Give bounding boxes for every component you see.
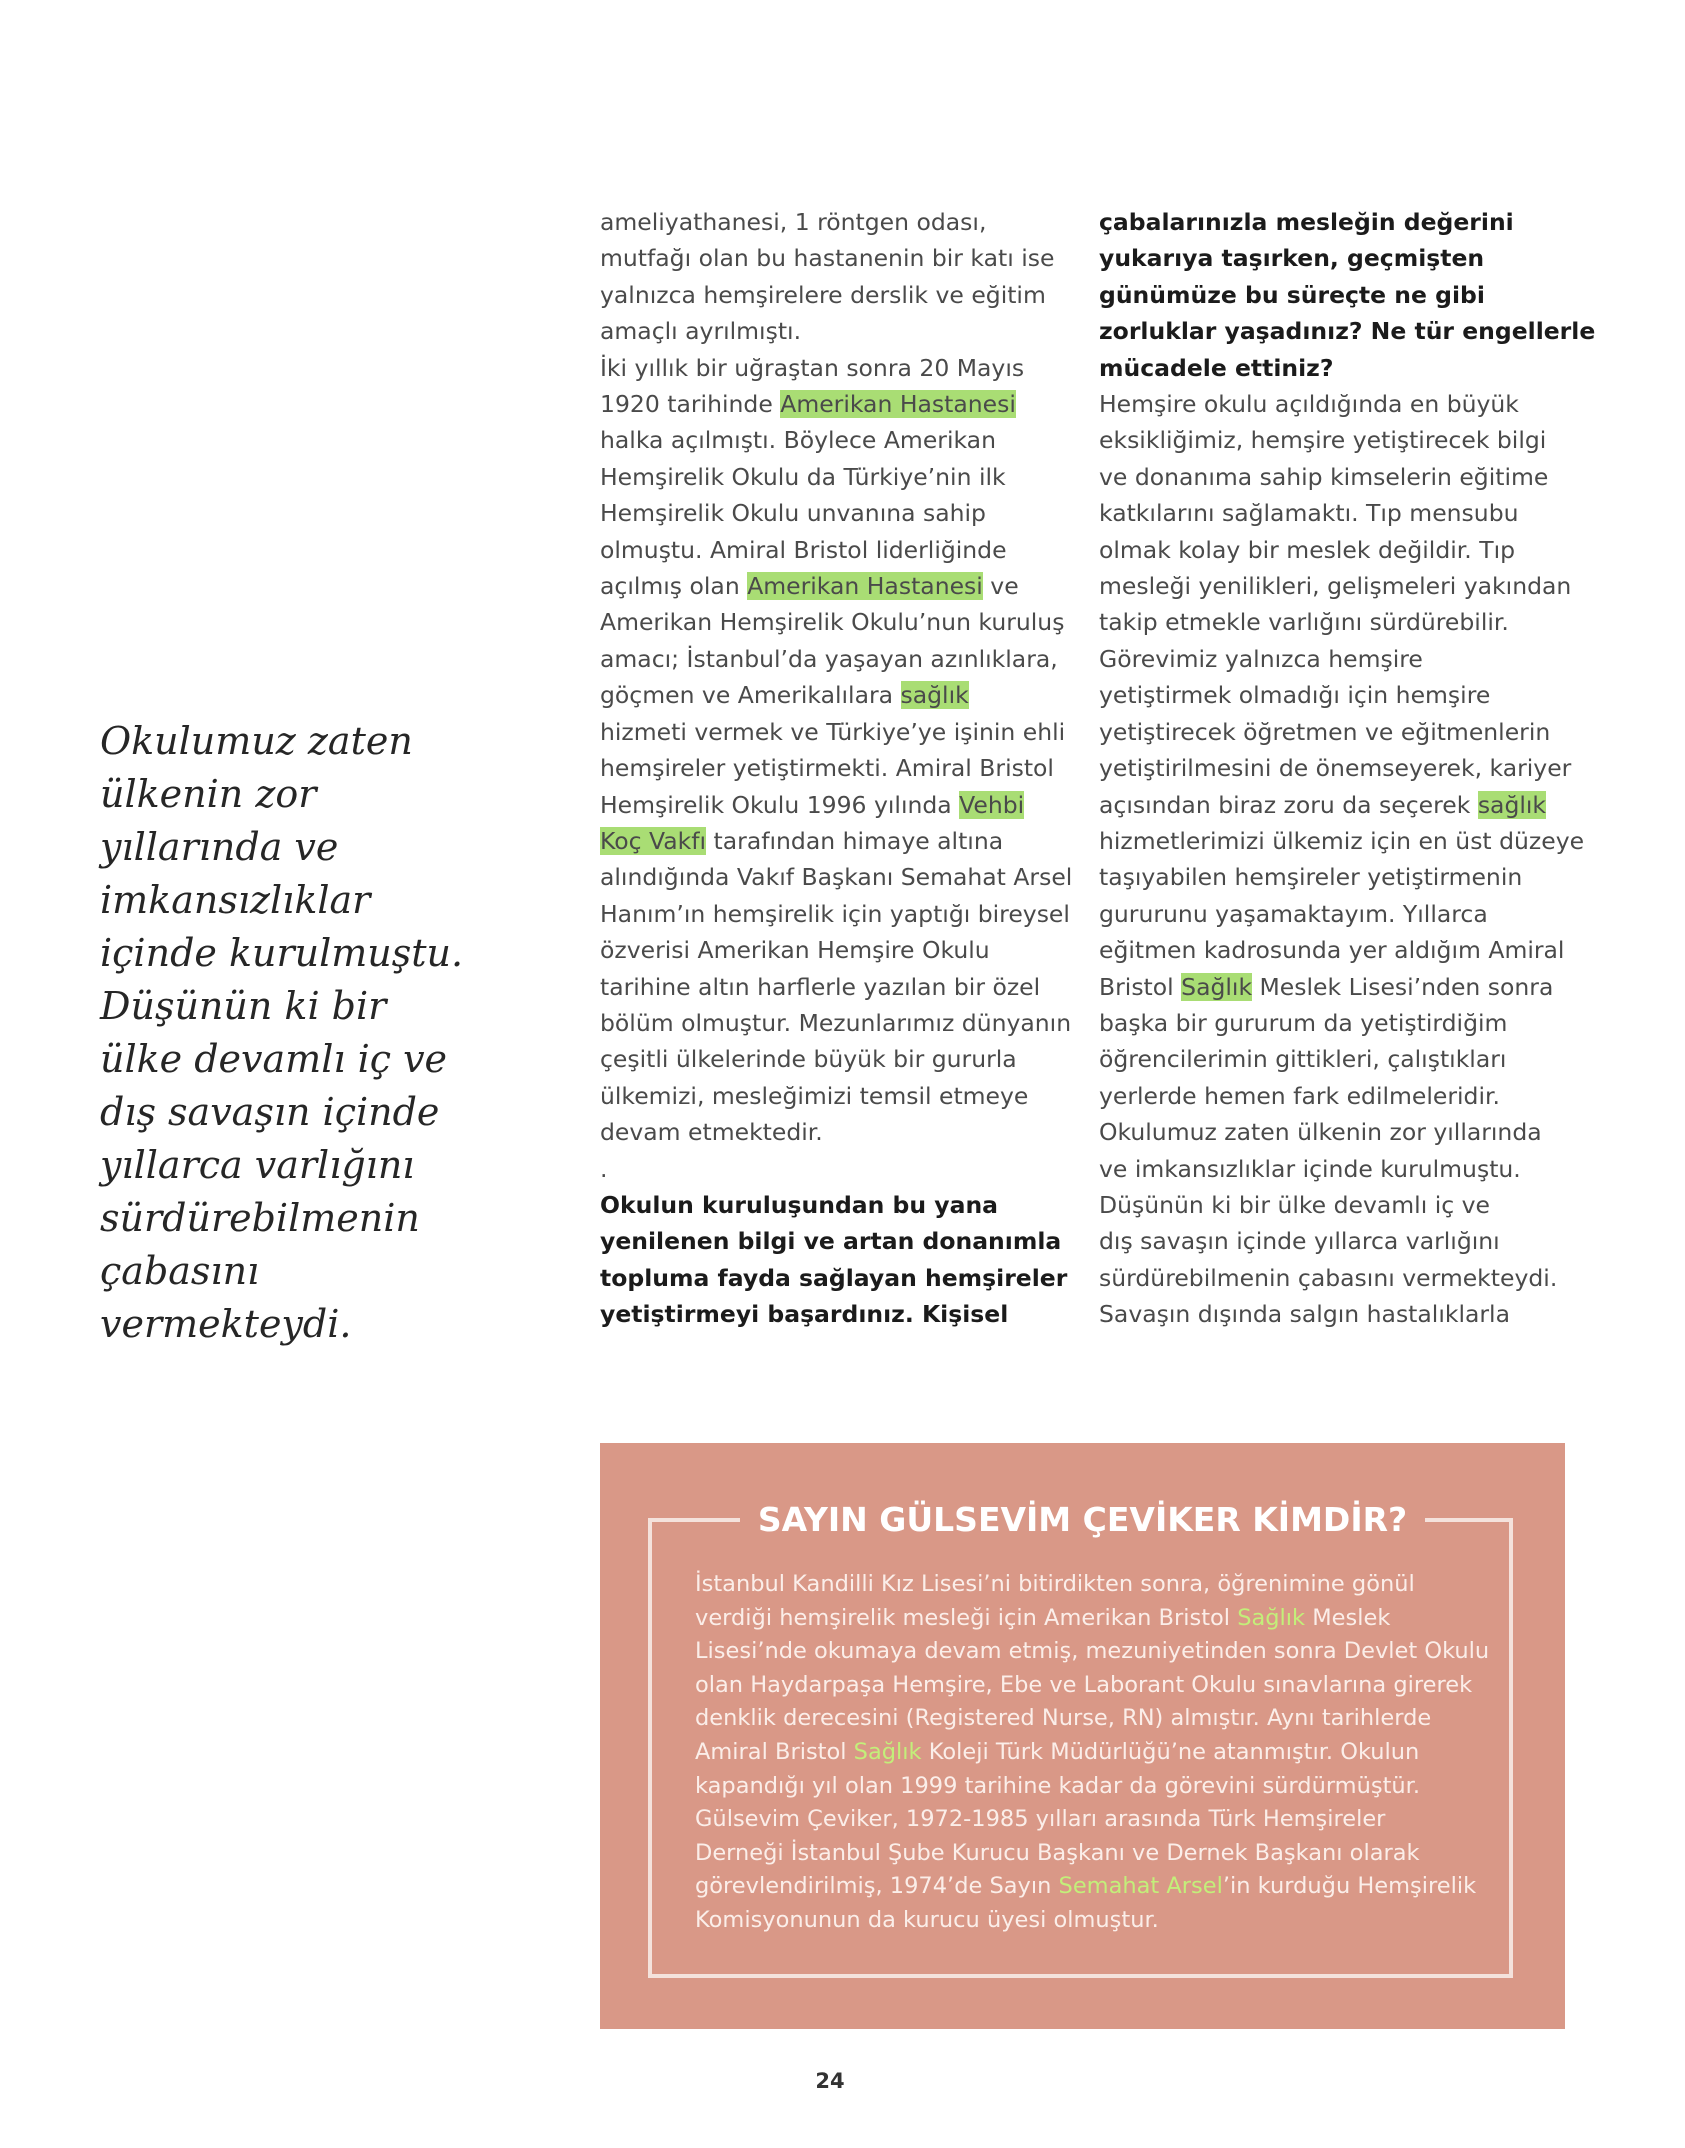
text-line: sürdürebilmenin çabasını vermekteydi. bbox=[1099, 1263, 1558, 1292]
text-line: tarihine altın harflerle yazılan bir özel bbox=[600, 972, 1041, 1001]
highlighted-term: sağlık bbox=[900, 681, 969, 710]
text-line: Hanım’ın hemşirelik için yaptığı bireysel bbox=[600, 899, 1070, 928]
pull-quote-line: sürdürebilmenin bbox=[100, 1196, 420, 1240]
text-segment: tarafından himaye altına bbox=[706, 826, 1004, 855]
text-line: bölüm olmuştur. Mezunlarımız dünyanın bbox=[600, 1008, 1072, 1037]
pull-quote-line: yıllarında ve bbox=[100, 825, 339, 869]
bio-box bbox=[600, 1443, 1565, 2029]
text-line: taşıyabilen hemşireler yetiştirmenin bbox=[1099, 863, 1523, 892]
text-line: Hemşire okulu açıldığında en büyük bbox=[1099, 390, 1519, 419]
bio-box-title: SAYIN GÜLSEVİM ÇEVİKER KİMDİR? bbox=[740, 1497, 1425, 1543]
text-line: . bbox=[600, 1154, 608, 1183]
pull-quote-line: ülkenin zor bbox=[100, 772, 317, 816]
text-line: ülkemizi, mesleğimizi temsil etmeye bbox=[600, 1081, 1029, 1110]
text-line bbox=[600, 677, 1080, 713]
text-line: eksikliğimiz, hemşire yetiştirecek bilgi bbox=[1099, 426, 1547, 455]
text-line: Lisesi’nde okumaya devam etmiş, mezuniyetinden sonra Devlet Okulu bbox=[695, 1638, 1490, 1665]
text-line: ve donanıma sahip kimselerin eğitime bbox=[1099, 462, 1549, 491]
text-segment: Koleji Türk Müdürlüğü’ne atanmıştır. Okulun bbox=[921, 1738, 1420, 1765]
text-segment: Bristol bbox=[1099, 972, 1182, 1001]
text-line: yetiştirilmesini de önemseyerek, kariyer bbox=[1099, 754, 1572, 783]
text-line: topluma fayda sağlayan hemşireler bbox=[600, 1263, 1068, 1292]
text-line: Hemşirelik Okulu unvanına sahip bbox=[600, 499, 986, 528]
highlighted-term: Koç Vakfı bbox=[600, 826, 707, 855]
highlighted-term: Semahat Arsel bbox=[1058, 1873, 1223, 1900]
page-number: 24 bbox=[815, 2069, 845, 2093]
text-line: yenilenen bilgi ve artan donanımla bbox=[600, 1227, 1062, 1256]
text-line: kapandığı yıl olan 1999 tarihine kadar da görevini sürdürmüştür. bbox=[695, 1772, 1420, 1799]
pull-quote-line: dış savaşın içinde bbox=[100, 1090, 440, 1134]
highlighted-term: Vehbi bbox=[959, 790, 1025, 819]
text-line bbox=[695, 1602, 1475, 1636]
text-line bbox=[1099, 787, 1579, 823]
text-line: olmuştu. Amiral Bristol liderliğinde bbox=[600, 535, 1007, 564]
highlighted-term: Sağlık bbox=[1237, 1604, 1306, 1631]
text-segment: açılmış olan bbox=[600, 572, 748, 601]
text-line: eğitmen kadrosunda yer aldığım Amiral bbox=[1099, 936, 1565, 965]
text-line bbox=[600, 568, 1080, 604]
text-line bbox=[600, 386, 1080, 422]
text-line: halka açılmıştı. Böylece Amerikan bbox=[600, 426, 996, 455]
bio-box-text bbox=[695, 1568, 1490, 1938]
pull-quote-line: çabasını bbox=[100, 1249, 260, 1293]
text-segment: Meslek Lisesi’nden sonra bbox=[1252, 972, 1554, 1001]
text-line: yetiştirmek olmadığı için hemşire bbox=[1099, 681, 1491, 710]
pull-quote-line: içinde kurulmuştu. bbox=[100, 931, 464, 975]
text-line bbox=[600, 823, 1080, 859]
text-line: Görevimiz yalnızca hemşire bbox=[1099, 644, 1423, 673]
text-line: hizmeti vermek ve Türkiye’ye işinin ehli bbox=[600, 717, 1066, 746]
text-line: gururunu yaşamaktayım. Yıllarca bbox=[1099, 899, 1488, 928]
text-line: Hemşirelik Okulu da Türkiye’nin ilk bbox=[600, 462, 1006, 491]
text-line: hemşireler yetiştirmekti. Amiral Bristol bbox=[600, 754, 1054, 783]
text-line: zorluklar yaşadınız? Ne tür engellerle bbox=[1099, 317, 1596, 346]
text-line: çeşitli ülkelerinde büyük bir gururla bbox=[600, 1045, 1017, 1074]
text-line: İstanbul Kandilli Kız Lisesi’ni bitirdikten sonra, öğrenimine gönül bbox=[695, 1571, 1415, 1597]
text-line: özverisi Amerikan Hemşire Okulu bbox=[600, 936, 990, 965]
text-line: yalnızca hemşirelere derslik ve eğitim bbox=[600, 280, 1046, 309]
text-line: mutfağı olan bu hastanenin bir katı ise bbox=[600, 244, 1055, 273]
pull-quote bbox=[100, 715, 470, 1351]
text-line: başka bir gururum da yetiştirdiğim bbox=[1099, 1008, 1508, 1037]
pull-quote-line: ülke devamlı iç ve bbox=[100, 1037, 448, 1081]
text-segment: açısından biraz zoru da seçerek bbox=[1099, 790, 1478, 819]
pull-quote-line: yıllarca varlığını bbox=[100, 1143, 415, 1187]
text-line: alındığında Vakıf Başkanı Semahat Arsel bbox=[600, 863, 1073, 892]
text-line: amaçlı ayrılmıştı. bbox=[600, 317, 802, 346]
text-line: günümüze bu süreçte ne gibi bbox=[1099, 280, 1485, 309]
text-line: Düşünün ki bir ülke devamlı iç ve bbox=[1099, 1190, 1490, 1219]
text-line: katkılarını sağlamaktı. Tıp mensubu bbox=[1099, 499, 1519, 528]
text-line: dış savaşın içinde yıllarca varlığını bbox=[1099, 1227, 1500, 1256]
text-line: Derneği İstanbul Şube Kurucu Başkanı ve Dernek Başkanı olarak bbox=[695, 1839, 1420, 1866]
text-line: ameliyathanesi, 1 röntgen odası, bbox=[600, 208, 987, 236]
text-line: yukarıya taşırken, geçmişten bbox=[1099, 244, 1485, 273]
text-line: İki yıllık bir uğraştan sonra 20 Mayıs bbox=[600, 353, 1025, 382]
text-line: Okulun kuruluşundan bu yana bbox=[600, 1190, 999, 1219]
article-column-2 bbox=[1099, 204, 1596, 1333]
text-segment: ’in kurduğu Hemşirelik bbox=[1222, 1873, 1477, 1900]
text-line: Savaşın dışında salgın hastalıklarla bbox=[1099, 1300, 1510, 1329]
article-column-1 bbox=[600, 204, 1080, 1333]
text-segment: göçmen ve Amerikalılara bbox=[600, 681, 901, 710]
text-segment: görevlendirilmiş, 1974’de Sayın bbox=[695, 1873, 1059, 1900]
pull-quote-line: Okulumuz zaten bbox=[100, 719, 413, 763]
text-line: yerlerde hemen fark edilmeleridir. bbox=[1099, 1081, 1500, 1110]
text-line bbox=[695, 1870, 1475, 1904]
text-line: denklik derecesini (Registered Nurse, RN) almıştır. Aynı tarihlerde bbox=[695, 1705, 1432, 1732]
text-segment: Meslek bbox=[1305, 1604, 1391, 1631]
text-line: ve imkansızlıklar içinde kurulmuştu. bbox=[1099, 1154, 1521, 1183]
text-line: Gülsevim Çeviker, 1972-1985 yılları arasında Türk Hemşireler bbox=[695, 1806, 1386, 1833]
text-line: amacı; İstanbul’da yaşayan azınlıklara, bbox=[600, 644, 1058, 673]
text-line: mücadele ettiniz? bbox=[1099, 353, 1334, 382]
text-line: takip etmekle varlığını sürdürebilir. bbox=[1099, 608, 1509, 637]
text-line: olmak kolay bir meslek değildir. Tıp bbox=[1099, 535, 1516, 564]
pull-quote-line: vermekteydi. bbox=[100, 1302, 352, 1346]
text-line bbox=[1099, 969, 1579, 1005]
highlighted-term: Amerikan Hastanesi bbox=[780, 390, 1016, 419]
text-line: öğrencilerimin gittikleri, çalıştıkları bbox=[1099, 1045, 1507, 1074]
pull-quote-line: Düşünün ki bir bbox=[100, 984, 387, 1028]
text-segment: Amiral Bristol bbox=[695, 1738, 854, 1765]
text-line: devam etmektedir. bbox=[600, 1118, 823, 1147]
text-line: hizmetlerimizi ülkemiz için en üst düzeye bbox=[1099, 826, 1585, 855]
text-line bbox=[600, 787, 1080, 823]
text-segment: 1920 tarihinde bbox=[600, 390, 781, 419]
text-line: yetiştirmeyi başardınız. Kişisel bbox=[600, 1300, 1009, 1329]
text-segment: ve bbox=[982, 572, 1019, 601]
text-line: çabalarınızla mesleğin değerini bbox=[1099, 208, 1514, 236]
text-line: Amerikan Hemşirelik Okulu’nun kuruluş bbox=[600, 608, 1065, 637]
highlighted-term: Amerikan Hastanesi bbox=[747, 572, 983, 601]
text-line: Komisyonunun da kurucu üyesi olmuştur. bbox=[695, 1906, 1159, 1933]
text-line: Okulumuz zaten ülkenin zor yıllarında bbox=[1099, 1118, 1542, 1147]
text-line: olan Haydarpaşa Hemşire, Ebe ve Laborant Okulu sınavlarına girerek bbox=[695, 1671, 1473, 1698]
highlighted-term: sağlık bbox=[1477, 790, 1547, 819]
text-line: yetiştirecek öğretmen ve eğitmenlerin bbox=[1099, 717, 1551, 746]
text-line bbox=[695, 1736, 1475, 1770]
pull-quote-line: imkansızlıklar bbox=[100, 878, 371, 922]
text-segment: verdiği hemşirelik mesleği için Amerikan Bristol bbox=[695, 1604, 1238, 1631]
highlighted-term: Sağlık bbox=[853, 1738, 922, 1765]
text-line: mesleği yenilikleri, gelişmeleri yakından bbox=[1099, 572, 1572, 601]
text-segment: Hemşirelik Okulu 1996 yılında bbox=[600, 790, 960, 819]
highlighted-term: Sağlık bbox=[1181, 972, 1253, 1001]
